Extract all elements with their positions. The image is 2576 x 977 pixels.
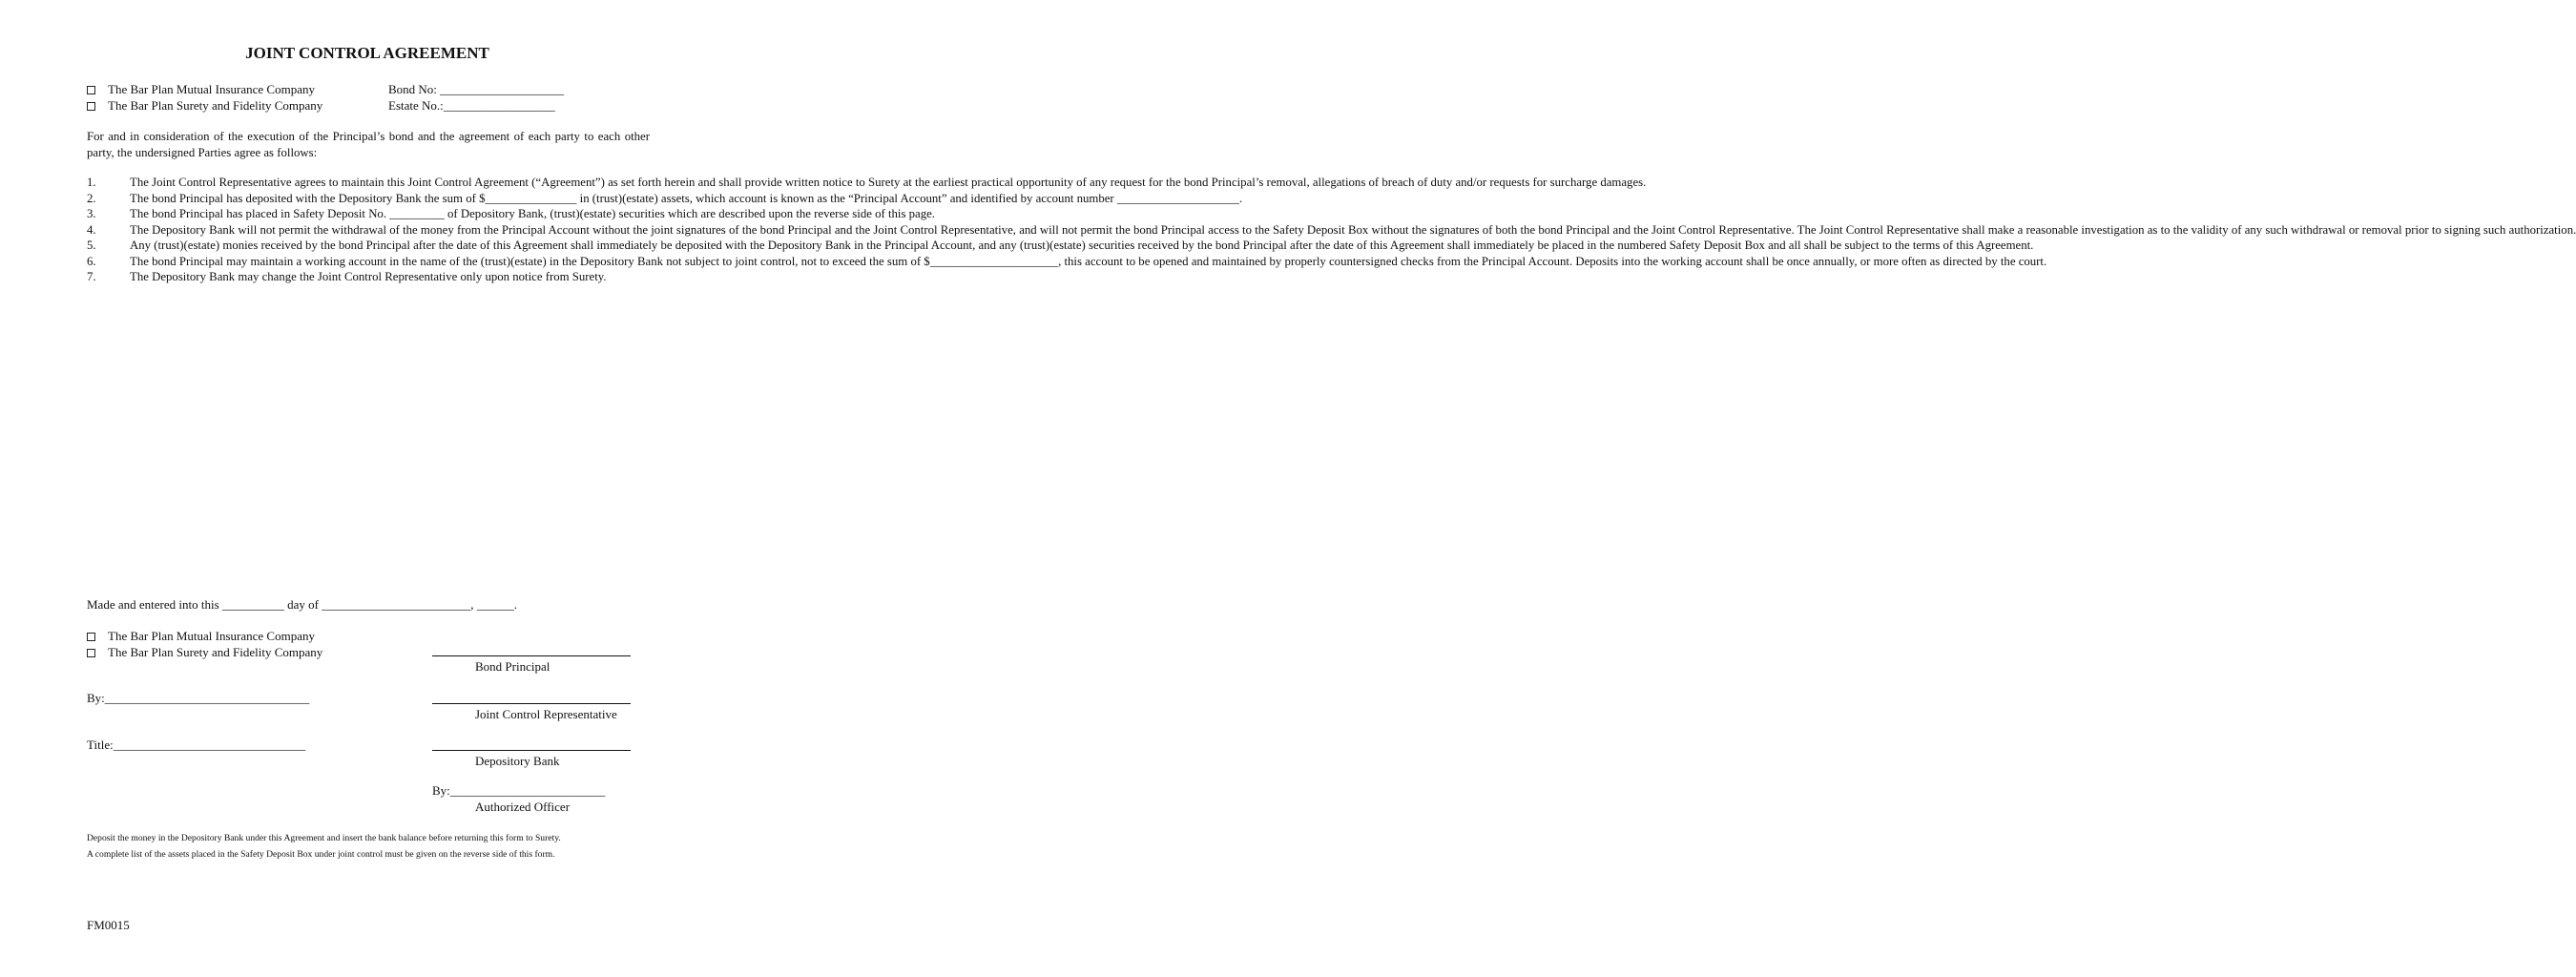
clause-text: The Joint Control Representative agrees to maintain this Joint Control Agreement (“Agreement”) as set forth herein and shall provide written notice to Surety at the earliest practical opportunity of any request for the bond Principal’s removal, allegations of breach of duty and/or requests for surcharge damages. bbox=[130, 176, 1647, 189]
clause-text: The bond Principal may maintain a working account in the name of the (trust)(estate) in the Depository Bank not subject to joint control, not to exceed the sum of $_____________________, this account to be opened and maintained by properly countersigned checks from the Principal Account. Deposits into the working account shall be once annually, or more often as directed by the court. bbox=[130, 254, 2047, 268]
clause-text: The Depository Bank may change the Joint Control Representative only upon notice from Surety. bbox=[130, 270, 607, 283]
clause-item bbox=[87, 222, 2576, 239]
clause-item bbox=[87, 238, 2034, 254]
company-label: The Bar Plan Surety and Fidelity Company bbox=[108, 98, 323, 113]
bond-principal-label: Bond Principal bbox=[475, 659, 551, 674]
checkbox-icon[interactable] bbox=[87, 102, 95, 111]
company-option-surety[interactable] bbox=[87, 98, 322, 114]
checkbox-icon[interactable] bbox=[87, 649, 95, 657]
company-label: The Bar Plan Mutual Insurance Company bbox=[108, 629, 315, 643]
clause-number: 6. bbox=[87, 254, 96, 268]
depository-bank-label: Depository Bank bbox=[475, 754, 560, 768]
intro-paragraph: For and in consideration of the execution of the Principal’s bond and the agreement of each party to each other party, the undersigned Parties agree as follows: bbox=[87, 130, 650, 159]
page-title: JOINT CONTROL AGREEMENT bbox=[245, 44, 489, 62]
clause-text: The bond Principal has deposited with the Depository Bank the sum of $_______________ in (trust)(estate) assets, which account is known as the “Principal Account” and identified by account number ____________________. bbox=[130, 191, 1243, 205]
clause-number: 5. bbox=[87, 239, 96, 252]
clause-item bbox=[87, 254, 2047, 270]
clause-number: 4. bbox=[87, 222, 96, 237]
authorized-officer-label: Authorized Officer bbox=[475, 800, 571, 814]
clause-number: 3. bbox=[87, 207, 96, 220]
bond-number-field[interactable]: Bond No: ____________________ bbox=[388, 82, 565, 96]
joint-control-rep-label: Joint Control Representative bbox=[475, 707, 617, 721]
estate-number-field[interactable]: Estate No.:__________________ bbox=[388, 98, 555, 113]
title-signature-field[interactable]: Title:_______________________________ bbox=[87, 738, 306, 752]
footnote-assets: A complete list of the assets placed in the Safety Deposit Box under joint control must be given on the reverse side of this form. bbox=[87, 849, 555, 860]
clause-item bbox=[87, 191, 1243, 207]
company-option-mutual[interactable] bbox=[87, 82, 315, 97]
footnote-deposit: Deposit the money in the Depository Bank under this Agreement and insert the bank balance before returning this form to Surety. bbox=[87, 833, 561, 843]
clause-number: 7. bbox=[87, 270, 96, 283]
clause-list bbox=[87, 175, 2576, 285]
bond-principal-signature-line[interactable] bbox=[432, 655, 631, 656]
company-option-mutual-bottom[interactable] bbox=[87, 629, 315, 644]
clause-number: 2. bbox=[87, 191, 96, 205]
company-option-surety-bottom[interactable] bbox=[87, 645, 322, 660]
by-signature-field[interactable]: By:_________________________________ bbox=[87, 691, 310, 705]
made-and-entered-line[interactable]: Made and entered into this __________ day of ________________________, ______. bbox=[87, 597, 517, 612]
joint-control-rep-signature-line[interactable] bbox=[432, 703, 631, 704]
checkbox-icon[interactable] bbox=[87, 633, 95, 641]
clause-item bbox=[87, 206, 936, 222]
clause-item bbox=[87, 175, 1647, 191]
clause-text: Any (trust)(estate) monies received by the bond Principal after the date of this Agreement shall immediately be deposited with the Depository Bank in the Principal Account, and any (trust)(estate) securities received by the bond Principal after the date of this Agreement shall immediately be placed in the numbered Safety Deposit Box and all shall be subject to the terms of this Agreement. bbox=[130, 239, 2034, 252]
form-code: FM0015 bbox=[87, 918, 130, 932]
clause-number: 1. bbox=[87, 176, 96, 189]
clause-item bbox=[87, 269, 650, 285]
depository-bank-signature-line[interactable] bbox=[432, 750, 631, 751]
by-officer-signature-field[interactable]: By:_________________________ bbox=[432, 783, 606, 798]
company-label: The Bar Plan Surety and Fidelity Company bbox=[108, 645, 323, 659]
clause-text: The bond Principal has placed in Safety Deposit No. _________ of Depository Bank, (trust)(estate) securities which are described upon the reverse side of this page. bbox=[130, 207, 936, 220]
company-label: The Bar Plan Mutual Insurance Company bbox=[108, 82, 315, 96]
checkbox-icon[interactable] bbox=[87, 86, 95, 94]
clause-text: The Depository Bank will not permit the withdrawal of the money from the Principal Account without the joint signatures of the bond Principal and the Joint Control Representative, and will not permit the bond Principal access to the Safety Deposit Box without the signatures of both the bond Principal and the Joint Control Representative. The Joint Control Representative shall make a reasonable investigation as to the validity of any such withdrawal or removal prior to signing such authorization. bbox=[130, 222, 2576, 237]
